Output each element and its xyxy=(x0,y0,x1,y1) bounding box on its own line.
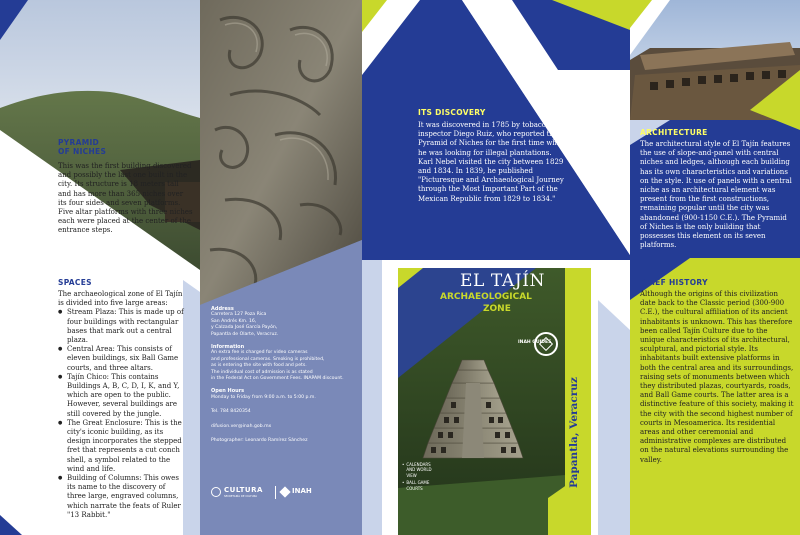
info-block xyxy=(211,306,359,445)
information-line: and professional cameras. Smoking is prohibited, xyxy=(211,356,325,362)
spaces-heading: SPACES xyxy=(58,278,92,287)
tel-text: Tel. 784 8420354 xyxy=(211,409,251,415)
address-heading: Address xyxy=(211,306,234,312)
spaces-list xyxy=(58,308,186,520)
history-text: Although the origins of this civilization date back to the Classic period (300-900 C.E.), the cultural affiliation of its ancient inhabitants is unknown. This has therefore been called Tajín Culture due to the unique characteristics of its architectural, sculptural, and pictorial style. Its inhabitants built extensive platforms in both the central area and its surroundings, raising sets of monuments between which they distributed plazas, courtyards, roads, and Ball Game courts. The latter area is a distinctive feature of this society, making it the city with the second highest number of courts in Mesoamerica. Its residential areas and other ceremonial and administrative complexes are distributed on the natural elevations surrounding the valley. xyxy=(640,290,794,464)
architecture-heading: ARCHITECTURE xyxy=(640,128,708,137)
architecture-text: The architectural style of El Tajín features the use of slope-and-panel with central niches and ledges, although each building has its own characteristics and variations on the style. It use of panels with a central niche as an architectural element was present from the first constructions, remaining popular until the city was abandoned (900-1150 C.E.). The Pyramid of Niches is the only building that possesses this element on its seven platforms. xyxy=(640,140,792,250)
cover-title: EL TAJÍN xyxy=(460,271,545,291)
information-line: An extra fee is charged for video cameras xyxy=(211,350,308,356)
hours-heading: Open Hours xyxy=(211,388,245,395)
discovery-heading: ITS DISCOVERY xyxy=(418,108,486,117)
discovery-text: It was discovered in 1785 by tobacco inspector Diego Ruiz, who reported the Pyramid of Niches for the first time while he was looking for illegal plantations. Karl Nebel visited the city between 1829 and 1834. In 1839, he published "Picturesque and Archaeological Journey through the Most Important Part of the Mexican Republic from 1829 to 1834." xyxy=(418,121,566,203)
carved-stone-photo xyxy=(200,0,362,535)
address-line: y Calzada José García Payón, xyxy=(211,325,278,331)
email-link[interactable]: difusion.ver@inah.gob.mx xyxy=(211,423,272,429)
cover-booklet xyxy=(398,268,591,535)
panel-pyramid-spaces xyxy=(0,0,200,535)
information-heading: Information xyxy=(211,344,245,351)
cultura-logo-icon xyxy=(211,487,221,497)
photographer-credit: Photographer: Leonardo Ramírez Sánchez xyxy=(211,438,308,444)
pyramid-text: This was the first building discovered and possibly the last one built in the city. Its structure is 18 meters tall and has more than 365 niches over its four sides and seven platforms. Five altar platforms with three niches each were placed at the center of the entrance steps. xyxy=(58,162,193,235)
cover-subtitle-line1: ARCHAEOLOGICAL xyxy=(440,292,532,302)
pyramid-heading-line1: PYRAMID xyxy=(58,138,100,147)
series-label: INAH GUIDES xyxy=(518,340,552,345)
bullet-icon: • xyxy=(402,462,405,467)
information-line: in the Federal Act on Government Fees. INAPAM discount. xyxy=(211,376,344,382)
information-line: as is entering the site with food and pets. xyxy=(211,363,307,369)
cultura-logo-subtext: SECRETARÍA DE CULTURA xyxy=(224,495,258,498)
pyramid-heading-line2: OF NICHES xyxy=(58,147,107,156)
spaces-block xyxy=(58,290,186,520)
list-item: ● The Great Enclosure: This is the city's iconic building, as its design incorporates the stepped fret that represents a cut conch shell, a symbol related to the wind and life. xyxy=(58,419,186,474)
list-item: ● Stream Plaza: This is made up of four buildings with rectangular bases that mark out a central plaza. xyxy=(58,308,186,345)
spaces-intro: The archaeological zone of El Tajín is divided into five large areas: xyxy=(58,290,183,308)
cultura-logo-text: CULTURA xyxy=(224,486,263,494)
cover-location: Papantla, Veracruz xyxy=(568,377,580,488)
logos xyxy=(211,486,351,502)
pyramid-heading xyxy=(58,138,106,156)
panel-architecture-history xyxy=(630,0,800,535)
list-item: ● Building of Columns: This owes its name to the discovery of three large, engraved columns, which narrate the feats of Ruler "13 Rabbit." xyxy=(58,474,186,520)
list-item: ● Tajín Chico: This contains Buildings A, B, C, D, I, K, and Y, which are open to the public. However, several buildings are still covered by the jungle. xyxy=(58,373,186,419)
address-line: Carretera 127 Poza Rica xyxy=(211,312,267,318)
cover-side-items xyxy=(402,462,436,491)
panel-discovery-cover xyxy=(362,0,630,535)
panel-info xyxy=(200,0,362,535)
information-line: The individual cost of admission is as stated xyxy=(211,369,313,375)
hours-text: Monday to Friday from 9:00 a.m. to 5:00 p.m. xyxy=(211,394,316,400)
series-emblem-icon xyxy=(534,332,558,356)
list-item: ● Central Area: This consists of eleven buildings, six Ball Game courts, and three altars. xyxy=(58,345,186,373)
history-heading: BRIEF HISTORY xyxy=(640,278,708,287)
inah-logo-icon xyxy=(279,486,290,497)
cover-subtitle-line2: ZONE xyxy=(483,304,511,314)
bullet-icon: • xyxy=(402,480,405,486)
logo-divider xyxy=(275,486,276,499)
side-item: BALL GAME COURTS xyxy=(406,480,430,491)
inah-logo-text: INAH xyxy=(292,487,312,495)
address-line: San Andrés Km. 16, xyxy=(211,318,257,324)
address-line: Papantla de Olarte, Veracruz. xyxy=(211,331,279,337)
side-item: CALENDARS AND WORLD VIEW xyxy=(406,462,432,478)
